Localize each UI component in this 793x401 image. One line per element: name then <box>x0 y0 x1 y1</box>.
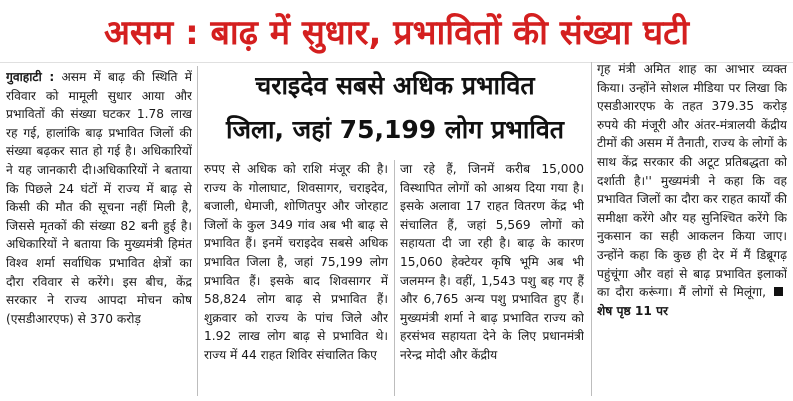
column-divider <box>394 160 395 396</box>
continuation-square-icon <box>774 287 783 296</box>
subheadline-line-1: चराइदेव सबसे अधिक प्रभावित <box>255 71 535 100</box>
column-4-text: गृह मंत्री अमित शाह का आभार व्यक्त किया। उन्होंने सोशल मीडिया पर लिखा कि एसडीआरएफ के तहत 379.35 करोड़ रुपये की मंजूरी और अंतर-मंत्रालयी केंद्रीय टीमों की असम में तैनाती, राज्य के लोगों के साथ केंद्र सरकार की अटूट प्रतिबद्धता को दर्शाती है।'' मुख्यमंत्री ने कहा कि वह प्रभावित जिलों का दौरा कर राहत कार्यों की समीक्षा करेंगे और यह सुनिश्चित करेंगे कि नुकसान का सही आकलन किया जाए। उन्होंने कहा कि कुछ ही देर में मैं डिब्रूगढ़ पहुंचूंगा और वहां से बाढ़ प्रभावित इलाकों का दौरा करूंगा। मैं लोगों से मिलूंगा, <box>597 62 787 300</box>
column-divider <box>197 66 198 396</box>
article-column-2 <box>204 160 388 398</box>
column-2-text: रुपए से अधिक को राशि मंजूर की है। राज्य के गोलाघाट, शिवसागर, चराइदेव, बजाली, धेमाजी, शोणितपुर और जोरहाट जिलों के कुल 349 गांव अब भी बाढ़ से प्रभावित हैं। इनमें चराइदेव सबसे अधिक प्रभावित जिला है, जहां 75,199 लोग प्रभावित हैं। इसके बाद शिवसागर में 58,824 लोग बाढ़ से प्रभावित हैं। शुक्रवार को राज्य के पांच जिले और 1.92 लाख लोग बाढ़ से प्रभावित थे। राज्य में 44 राहत शिविर संचालित किए <box>204 162 388 362</box>
subheadline <box>200 64 590 158</box>
article-column-1 <box>6 68 192 398</box>
article-column-3 <box>400 160 584 398</box>
dateline: गुवाहाटी : <box>6 70 55 84</box>
column-divider <box>591 62 592 396</box>
subheadline-line-2: जिला, जहां 75,199 लोग प्रभावित <box>226 115 564 144</box>
column-1-text: असम में बाढ़ की स्थिति में रविवार को मामूली सुधार आया और प्रभावितों की संख्या घटकर 1.78 लाख रह गई, हालांकि बाढ़ प्रभावित जिलों की संख्या बढ़कर सात हो गई है। अधिकारियों ने यह जानकारी दी।अधिकारियों ने बताया कि पिछले 24 घंटों में राज्य में बाढ़ से किसी की मौत की सूचना नहीं मिली है, जिससे मृतकों की संख्या 82 बनी हुई है। अधिकारियों ने बताया कि मुख्यमंत्री हिमंत विश्व शर्मा सर्वाधिक प्रभावित क्षेत्रों का दौरा रविवार से करेंगे। इस बीच, केंद्र सरकार ने राज्य आपदा मोचन कोष (एसडीआरएफ) से 370 करोड़ <box>6 70 192 326</box>
column-3-text: जा रहे हैं, जिनमें करीब 15,000 विस्थापित लोगों को आश्रय दिया गया है। इसके अलावा 17 राहत वितरण केंद्र भी संचालित हैं, जहां 5,569 लोगों को सहायता दी जा रही है। बाढ़ के कारण 15,060 हेक्टेयर कृषि भूमि अब भी जलमग्न है। वहीं, 1,543 पशु बह गए हैं और 6,765 अन्य पशु प्रभावित हुए हैं। मुख्यमंत्री शर्मा ने बाढ़ प्रभावित राज्य को हरसंभव सहायता देने के लिए प्रधानमंत्री नरेन्द्र मोदी और केंद्रीय <box>400 162 584 362</box>
article-column-4 <box>597 60 787 398</box>
continuation-note: शेष पृष्ठ 11 पर <box>597 303 669 318</box>
headline: असम : बाढ़ में सुधार, प्रभावितों की संख्या घटी <box>0 0 793 63</box>
